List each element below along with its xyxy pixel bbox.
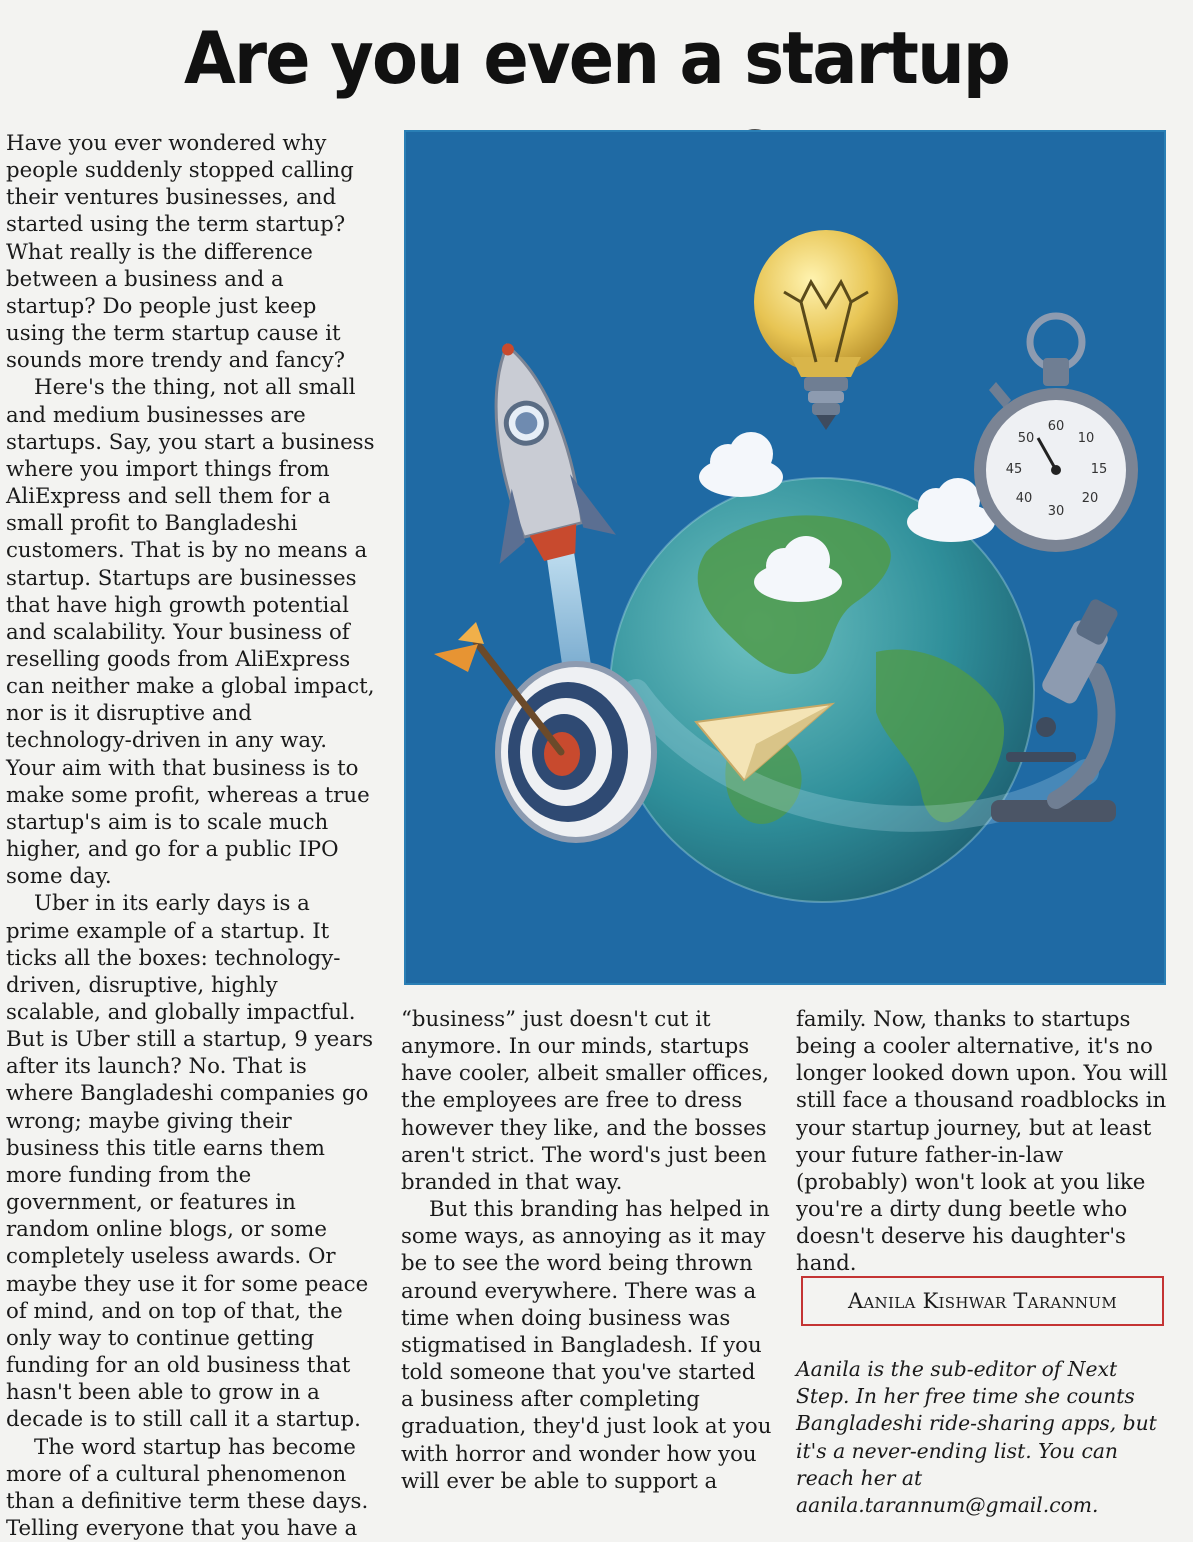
rocket-icon xyxy=(448,329,618,571)
stopwatch-icon xyxy=(974,316,1138,552)
paragraph: “business” just doesn't cut it anymore. In our minds, startups have cooler, albeit smaller offices, the employees are free to dress however they like, and the bosses aren't strict. The word's just been branded in that way. xyxy=(401,1006,773,1196)
stopwatch-label: 20 xyxy=(1082,491,1099,506)
paragraph: Have you ever wondered why people suddenly stopped calling their ventures businesses, and started using the term startup? What really is the difference between a business and a startup? Do people just keep using the term startup cause it sounds more trendy and fancy? xyxy=(6,130,378,374)
stopwatch-label: 15 xyxy=(1091,462,1108,477)
author-name: Aanila Kishwar Tarannum xyxy=(848,1289,1117,1313)
stopwatch-label: 40 xyxy=(1016,491,1033,506)
target-icon xyxy=(498,664,654,840)
paragraph: Uber in its early days is a prime example of a startup. It ticks all the boxes: technology-driven, disruptive, highly scalable, and globally impactful. But is Uber still a startup, 9 years after its launch? No. That is where Bangladeshi companies go wrong; maybe giving their business this title earns them more funding from the government, or features in random online blogs, or some completely useless awards. Or maybe they use it for some peace of mind, and on top of that, the only way to continue getting funding for an old business that hasn't been able to grow in a decade is to still call it a startup. xyxy=(6,890,378,1433)
paragraph: But this branding has helped in some ways, as annoying as it may be to see the word being thrown around everywhere. There was a time when doing business was stigmatised in Bangladesh. If you told someone that you've started a business after completing graduation, they'd just look at you with horror and wonder how you will ever be able to support a xyxy=(401,1196,773,1495)
author-bio: Aanila is the sub-editor of Next Step. In her free time she counts Bangladeshi ride-sharing apps, but it's a never-ending list. You can reach her at aanila.tarannum@gmail.com. xyxy=(796,1356,1176,1519)
stopwatch-label: 50 xyxy=(1018,431,1035,446)
stopwatch-label: 10 xyxy=(1078,431,1095,446)
lightbulb-icon xyxy=(754,230,898,430)
stopwatch-label: 30 xyxy=(1048,504,1065,519)
paragraph: family. Now, thanks to startups being a cooler alternative, it's no longer looked down upon. You will still face a thousand roadblocks in your startup journey, but at least your future father-in-law (probably) won't look at you like you're a dirty dung beetle who doesn't deserve his daughter's hand. xyxy=(796,1006,1176,1278)
illustration-svg xyxy=(406,132,1164,983)
headline: Are you even a startup xyxy=(42,8,1151,208)
article-column-2 xyxy=(401,1006,773,1494)
cloud-icon xyxy=(699,432,783,497)
stopwatch-label: 60 xyxy=(1048,419,1065,434)
author-byline xyxy=(801,1276,1164,1326)
article-column-3 xyxy=(796,1006,1176,1256)
startup-illustration xyxy=(404,130,1166,985)
paragraph: The word startup has become more of a cultural phenomenon than a definitive term these days. Telling everyone that you have a xyxy=(6,1434,378,1542)
globe-icon xyxy=(610,478,1034,902)
paragraph: Here's the thing, not all small and medium businesses are startups. Say, you start a business where you import things from AliExpress and sell them for a small profit to Bangladeshi customers. That is by no means a startup. Startups are businesses that have high growth potential and scalability. Your business of reselling goods from AliExpress can neither make a global impact, nor is it disruptive and technology-driven in any way. Your aim with that business is to make some profit, whereas a true startup's aim is to scale much higher, and go for a public IPO some day. xyxy=(6,374,378,890)
stopwatch-label: 45 xyxy=(1006,462,1023,477)
article-column-1 xyxy=(6,130,378,1494)
